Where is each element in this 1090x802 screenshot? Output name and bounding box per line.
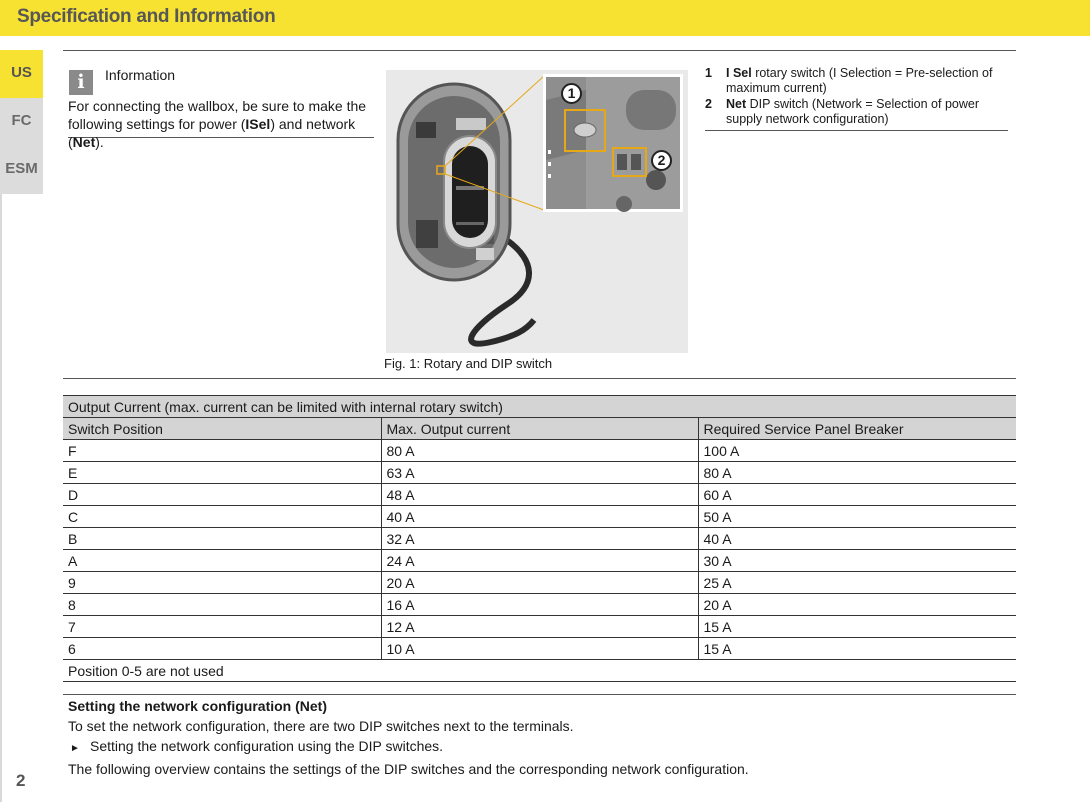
legend-term: Net bbox=[726, 97, 747, 111]
cell-breaker: 30 A bbox=[698, 550, 1016, 572]
output-current-table bbox=[63, 395, 1016, 682]
tab-fc[interactable]: FC bbox=[0, 98, 43, 146]
tab-us[interactable]: US bbox=[0, 50, 43, 98]
cell-position: 8 bbox=[63, 594, 381, 616]
callout-1-marker: 1 bbox=[561, 83, 582, 104]
header-breaker: Required Service Panel Breaker bbox=[698, 418, 1016, 440]
triangle-bullet-icon: ► bbox=[70, 743, 80, 754]
table-footnote-row bbox=[63, 660, 1016, 682]
cell-output: 10 A bbox=[381, 638, 698, 660]
isel-term: ISel bbox=[245, 116, 271, 132]
table-row bbox=[63, 506, 1016, 528]
cell-output: 12 A bbox=[381, 616, 698, 638]
network-section bbox=[68, 696, 1016, 779]
cell-breaker: 100 A bbox=[698, 440, 1016, 462]
section-divider bbox=[63, 694, 1016, 695]
wallbox-photo bbox=[386, 70, 688, 353]
cell-position: E bbox=[63, 462, 381, 484]
legend-number: 2 bbox=[705, 97, 712, 111]
legend-term: I Sel bbox=[726, 66, 752, 80]
cell-breaker: 60 A bbox=[698, 484, 1016, 506]
cell-breaker: 25 A bbox=[698, 572, 1016, 594]
header-bar bbox=[0, 0, 1090, 36]
cell-breaker: 15 A bbox=[698, 638, 1016, 660]
legend-text: DIP switch (Network = Selection of power supply network configuration) bbox=[726, 97, 980, 126]
callout-2-marker: 2 bbox=[651, 150, 672, 171]
cell-output: 40 A bbox=[381, 506, 698, 528]
info-icon: i bbox=[69, 70, 93, 95]
cell-breaker: 80 A bbox=[698, 462, 1016, 484]
cell-position: D bbox=[63, 484, 381, 506]
cell-position: B bbox=[63, 528, 381, 550]
table-row bbox=[63, 528, 1016, 550]
figure-caption: Fig. 1: Rotary and DIP switch bbox=[384, 356, 553, 371]
section-paragraph: The following overview contains the settings of the DIP switches and the corresponding network configuration. bbox=[68, 761, 749, 777]
section-paragraph: To set the network configuration, there are two DIP switches next to the terminals. bbox=[68, 718, 574, 734]
legend-text: rotary switch (I Selection = Pre-selection of maximum current) bbox=[726, 66, 993, 95]
header-max-output: Max. Output current bbox=[381, 418, 698, 440]
legend-item bbox=[705, 66, 1005, 96]
table-row bbox=[63, 638, 1016, 660]
net-term: Net bbox=[72, 134, 96, 150]
sidebar bbox=[0, 50, 43, 194]
cell-position: A bbox=[63, 550, 381, 572]
legend-underline bbox=[705, 130, 1008, 131]
cell-breaker: 15 A bbox=[698, 616, 1016, 638]
cell-position: F bbox=[63, 440, 381, 462]
top-divider bbox=[63, 50, 1016, 51]
bullet-text: Setting the network configuration using the DIP switches. bbox=[90, 738, 444, 754]
cell-output: 24 A bbox=[381, 550, 698, 572]
bullet-item bbox=[68, 736, 1016, 759]
cell-output: 16 A bbox=[381, 594, 698, 616]
cell-output: 80 A bbox=[381, 440, 698, 462]
cell-breaker: 40 A bbox=[698, 528, 1016, 550]
table-footnote: Position 0-5 are not used bbox=[63, 660, 1016, 682]
info-title: Information bbox=[105, 67, 176, 83]
cell-output: 20 A bbox=[381, 572, 698, 594]
cell-breaker: 50 A bbox=[698, 506, 1016, 528]
info-text: For connecting the wallbox, be sure to make the following settings for power (ISel) and network (Net). bbox=[68, 98, 367, 150]
table-row bbox=[63, 462, 1016, 484]
table-row bbox=[63, 440, 1016, 462]
table-caption-row bbox=[63, 396, 1016, 418]
table-row bbox=[63, 484, 1016, 506]
page-number: 2 bbox=[16, 771, 26, 790]
cell-position: 6 bbox=[63, 638, 381, 660]
sidebar-strip bbox=[0, 194, 2, 802]
page-title: Specification and Information bbox=[17, 6, 276, 27]
tab-esm[interactable]: ESM bbox=[0, 146, 43, 194]
cell-output: 32 A bbox=[381, 528, 698, 550]
cell-output: 48 A bbox=[381, 484, 698, 506]
cell-position: C bbox=[63, 506, 381, 528]
cell-breaker: 20 A bbox=[698, 594, 1016, 616]
header-switch-position: Switch Position bbox=[63, 418, 381, 440]
cell-output: 63 A bbox=[381, 462, 698, 484]
table-row bbox=[63, 550, 1016, 572]
legend-item bbox=[705, 97, 1005, 127]
figure-legend bbox=[705, 66, 1005, 128]
cell-position: 9 bbox=[63, 572, 381, 594]
table-header-row bbox=[63, 418, 1016, 440]
table-row bbox=[63, 572, 1016, 594]
section-heading: Setting the network configuration (Net) bbox=[68, 698, 327, 714]
legend-number: 1 bbox=[705, 66, 712, 80]
table-row bbox=[63, 616, 1016, 638]
figure-divider bbox=[63, 378, 1016, 379]
cell-position: 7 bbox=[63, 616, 381, 638]
table-caption: Output Current (max. current can be limited with internal rotary switch) bbox=[63, 396, 1016, 418]
table-row bbox=[63, 594, 1016, 616]
